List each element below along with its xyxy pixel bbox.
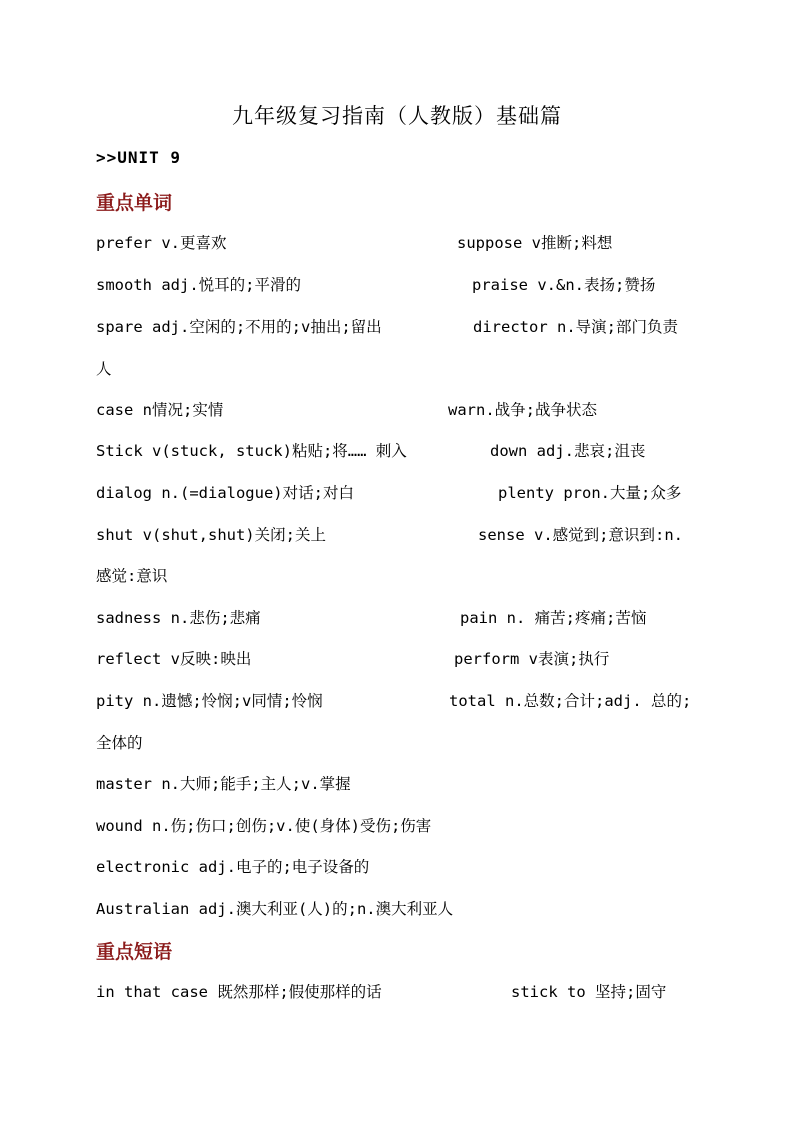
word-prefer: prefer v.更喜欢 (96, 234, 227, 252)
word-sense-continued: 感觉:意识 (96, 567, 168, 585)
word-electronic: electronic adj.电子的;电子设备的 (96, 858, 370, 876)
word-sadness: sadness n.悲伤;悲痛 (96, 609, 261, 627)
word-stick: Stick v(stuck, stuck)粘贴;将…… 刺入 (96, 442, 407, 460)
word-smooth: smooth adj.悦耳的;平滑的 (96, 276, 301, 294)
unit-label: >>UNIT 9 (96, 148, 182, 167)
word-down: down adj.悲哀;沮丧 (490, 442, 646, 460)
word-reflect: reflect v反映:映出 (96, 650, 252, 668)
word-pity: pity n.遗憾;怜悯;v同情;怜悯 (96, 692, 323, 710)
phrase-in-that-case: in that case 既然那样;假使那样的话 (96, 983, 382, 1001)
word-plenty: plenty pron.大量;众多 (498, 484, 682, 502)
word-war: warn.战争;战争状态 (448, 401, 597, 419)
word-wound: wound n.伤;伤口;创伤;v.使(身体)受伤;伤害 (96, 817, 432, 835)
word-master: master n.大师;能手;主人;v.掌握 (96, 775, 351, 793)
word-perform: perform v表演;执行 (454, 650, 610, 668)
word-praise: praise v.&n.表扬;赞扬 (472, 276, 656, 294)
word-sense: sense v.感觉到;意识到:n. (478, 526, 683, 544)
word-director-continued: 人 (96, 360, 112, 378)
phrase-stick-to: stick to 坚持;固守 (511, 983, 667, 1001)
word-director: director n.导演;部门负责 (473, 318, 678, 336)
word-shut: shut v(shut,shut)关闭;关上 (96, 526, 326, 544)
word-spare: spare adj.空闲的;不用的;v抽出;留出 (96, 318, 382, 336)
word-total-continued: 全体的 (96, 734, 143, 752)
word-case: case n情况;实情 (96, 401, 224, 419)
word-dialog: dialog n.(=dialogue)对话;对白 (96, 484, 354, 502)
word-suppose: suppose v推断;料想 (457, 234, 613, 252)
key-words-heading: 重点单词 (96, 192, 173, 214)
word-total: total n.总数;合计;adj. 总的; (449, 692, 692, 710)
document-title: 九年级复习指南（人教版）基础篇 (232, 104, 562, 128)
key-phrases-heading: 重点短语 (96, 941, 173, 963)
word-australian: Australian adj.澳大利亚(人)的;n.澳大利亚人 (96, 900, 454, 918)
word-pain: pain n. 痛苦;疼痛;苦恼 (460, 609, 647, 627)
